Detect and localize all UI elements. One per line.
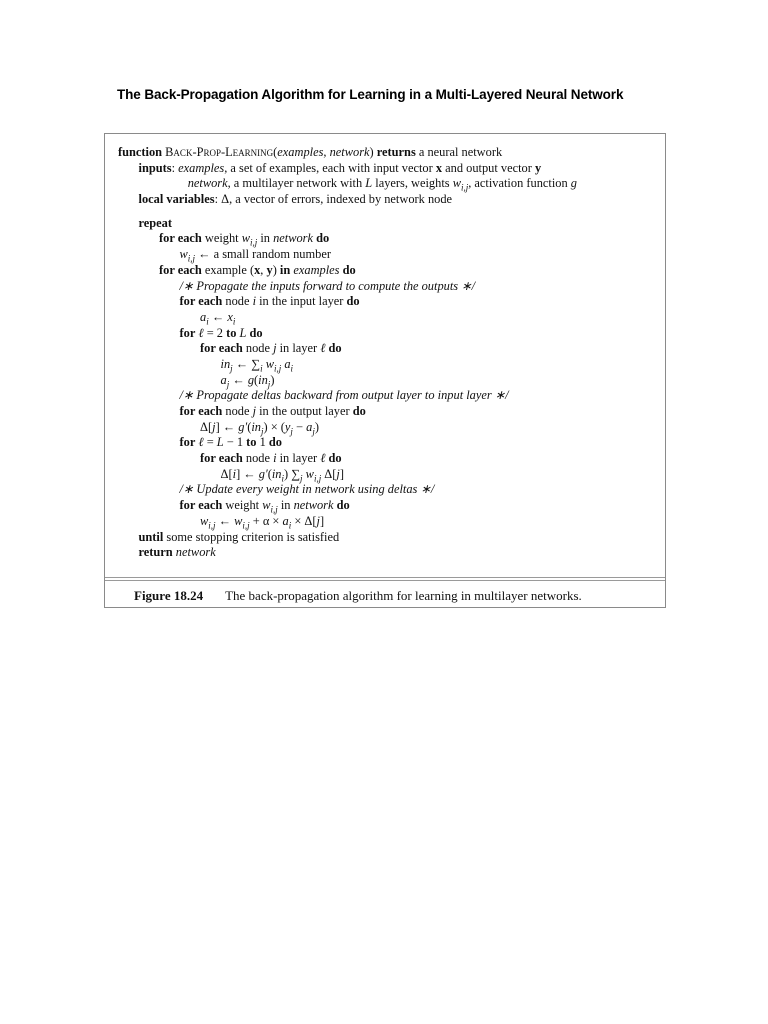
figure-caption bbox=[134, 588, 582, 604]
pseudocode-token: do bbox=[352, 404, 366, 418]
pseudocode-token: network bbox=[293, 498, 334, 513]
pseudocode-token: examples bbox=[277, 145, 324, 159]
pseudocode-token: returns bbox=[376, 145, 416, 159]
pseudocode-token: ) bbox=[314, 419, 319, 434]
pseudocode-token: i,j bbox=[249, 237, 258, 248]
pseudocode-token: for each bbox=[200, 451, 243, 466]
pseudocode-token: for each bbox=[159, 262, 202, 277]
pseudocode-token: w bbox=[234, 513, 243, 528]
pseudocode-token: j bbox=[230, 363, 233, 374]
pseudocode-token: i bbox=[232, 466, 237, 481]
pseudocode-token: i bbox=[273, 451, 277, 466]
pseudocode-line bbox=[118, 145, 659, 161]
pseudocode-token: in layer bbox=[276, 341, 321, 356]
pseudocode-token: , bbox=[323, 145, 330, 159]
pseudocode-token: node bbox=[222, 294, 253, 309]
pseudocode-token: Δ[ bbox=[200, 419, 213, 434]
pseudocode-token: ℓ bbox=[195, 435, 204, 450]
pseudocode-token: do bbox=[325, 451, 342, 466]
pseudocode-line bbox=[118, 176, 659, 192]
pseudocode-token: a bbox=[281, 356, 291, 371]
pseudocode-line bbox=[118, 357, 659, 373]
pseudocode-token: network bbox=[187, 176, 228, 191]
pseudocode-token: ℓ bbox=[195, 325, 204, 340]
pseudocode-token: do bbox=[346, 294, 360, 309]
pseudocode-token: w bbox=[452, 176, 461, 191]
pseudocode-token: j bbox=[212, 419, 216, 434]
pseudocode-token: − bbox=[292, 419, 307, 434]
pseudocode-block bbox=[118, 145, 659, 561]
page-title: The Back-Propagation Algorithm for Learning in a Multi-Layered Neural Network bbox=[117, 87, 624, 102]
pseudocode-token: do bbox=[246, 325, 263, 340]
pseudocode-token: until bbox=[138, 529, 164, 544]
pseudocode-token: g bbox=[570, 176, 577, 191]
pseudocode-line bbox=[118, 482, 659, 498]
pseudocode-token: ← bbox=[229, 372, 248, 387]
pseudocode-token: Δ[ bbox=[220, 466, 233, 481]
pseudocode-token: : bbox=[171, 160, 179, 175]
pseudocode-token: for bbox=[179, 435, 196, 450]
pseudocode-token: examples bbox=[293, 262, 340, 277]
pseudocode-token: network bbox=[329, 145, 370, 159]
pseudocode-token: weight bbox=[222, 498, 263, 513]
pseudocode-line bbox=[118, 404, 659, 420]
pseudocode-token: 1 bbox=[256, 435, 269, 450]
pseudocode-token: inputs bbox=[138, 160, 172, 175]
pseudocode-line bbox=[118, 514, 659, 530]
pseudocode-token: a bbox=[220, 372, 227, 387]
pseudocode-line bbox=[118, 435, 659, 451]
pseudocode-token: /∗ Propagate the inputs forward to compute the outputs ∗/ bbox=[179, 278, 476, 293]
pseudocode-token: g′ bbox=[238, 419, 248, 434]
pseudocode-token: i,j bbox=[187, 253, 196, 264]
pseudocode-token: = bbox=[203, 435, 217, 450]
pseudocode-token: ] bbox=[319, 513, 325, 528]
pseudocode-token: j bbox=[267, 379, 271, 390]
pseudocode-token: i,j bbox=[273, 363, 282, 374]
pseudocode-token: y bbox=[534, 160, 542, 175]
pseudocode-token: L bbox=[236, 325, 247, 340]
pseudocode-token: a bbox=[306, 419, 313, 434]
pseudocode-token: in layer bbox=[276, 451, 321, 466]
pseudocode-token: ) bbox=[272, 262, 280, 277]
pseudocode-token: /∗ Update every weight in network using deltas ∗/ bbox=[179, 482, 435, 497]
pseudocode-token: ] ← bbox=[236, 466, 259, 481]
pseudocode-token: g bbox=[247, 372, 255, 387]
pseudocode-token: w bbox=[302, 466, 314, 481]
pseudocode-token: i bbox=[290, 363, 294, 374]
pseudocode-token: i bbox=[206, 316, 209, 327]
pseudocode-token: a bbox=[282, 513, 289, 528]
pseudocode-token: a neural network bbox=[415, 145, 503, 159]
pseudocode-token: do bbox=[268, 435, 282, 450]
pseudocode-token: × Δ[ bbox=[291, 513, 317, 528]
pseudocode-token: w bbox=[241, 231, 250, 246]
pseudocode-line bbox=[118, 216, 659, 232]
pseudocode-token: L bbox=[216, 435, 224, 450]
pseudocode-token: to bbox=[226, 325, 237, 340]
pseudocode-token: in bbox=[277, 498, 294, 513]
pseudocode-token: in bbox=[279, 262, 291, 277]
figure-number: Figure 18.24 bbox=[134, 588, 204, 603]
pseudocode-token: repeat bbox=[138, 215, 172, 230]
pseudocode-token: network bbox=[175, 545, 216, 560]
pseudocode-token: Δ[ bbox=[321, 466, 337, 481]
pseudocode-line bbox=[118, 341, 659, 357]
pseudocode-token: node bbox=[222, 404, 253, 418]
pseudocode-token: w bbox=[262, 498, 271, 513]
pseudocode-token: , activation function bbox=[468, 176, 571, 191]
pseudocode-token: ← ∑ bbox=[232, 356, 261, 371]
pseudocode-token: examples bbox=[178, 160, 225, 175]
pseudocode-line bbox=[118, 498, 659, 514]
pseudocode-token: L bbox=[365, 176, 373, 191]
pseudocode-token: ( bbox=[267, 466, 272, 481]
pseudocode-token: for each bbox=[200, 341, 243, 356]
pseudocode-line bbox=[118, 420, 659, 436]
pseudocode-token: − 1 bbox=[223, 435, 247, 450]
pseudocode-token: for each bbox=[179, 404, 223, 418]
pseudocode-token: j bbox=[273, 341, 277, 356]
pseudocode-token: in bbox=[271, 466, 282, 481]
pseudocode-token: some stopping criterion is satisfied bbox=[163, 529, 340, 544]
pseudocode-token: i bbox=[232, 316, 236, 327]
pseudocode-line bbox=[118, 247, 659, 263]
pseudocode-token: x bbox=[227, 309, 233, 324]
pseudocode-line bbox=[118, 388, 659, 404]
figure-caption-text: The back-propagation algorithm for learning in multilayer networks. bbox=[225, 588, 582, 603]
pseudocode-token: node bbox=[242, 451, 274, 466]
pseudocode-token: in bbox=[220, 356, 231, 371]
pseudocode-token: g′ bbox=[258, 466, 268, 481]
pseudocode-token: i,j bbox=[208, 520, 216, 531]
pseudocode-token: i,j bbox=[242, 520, 250, 531]
pseudocode-line bbox=[118, 467, 659, 483]
pseudocode-token: in bbox=[258, 372, 268, 387]
pseudocode-token: j bbox=[312, 426, 315, 437]
pseudocode-token: , bbox=[260, 262, 267, 277]
pseudocode-token: ] ← bbox=[215, 419, 239, 434]
pseudocode-token: j bbox=[260, 426, 264, 437]
pseudocode-token: = 2 bbox=[203, 325, 227, 340]
pseudocode-token: w bbox=[262, 356, 274, 371]
pseudocode-token: w bbox=[179, 247, 188, 262]
caption-divider-top bbox=[105, 577, 665, 578]
pseudocode-token: do bbox=[339, 262, 356, 277]
pseudocode-token: j bbox=[226, 379, 230, 390]
pseudocode-token: Back-Prop-Learning bbox=[165, 145, 274, 159]
pseudocode-line bbox=[118, 161, 659, 177]
pseudocode-token: in the input layer bbox=[256, 294, 347, 309]
pseudocode-token: ℓ bbox=[320, 341, 326, 356]
pseudocode-token: w bbox=[200, 513, 209, 528]
pseudocode-token: in bbox=[251, 419, 261, 434]
pseudocode-token: do bbox=[325, 341, 342, 356]
pseudocode-token: and output vector bbox=[442, 160, 535, 175]
pseudocode-token: ( bbox=[247, 419, 252, 434]
pseudocode-token: local variables bbox=[138, 192, 215, 207]
pseudocode-token: j bbox=[252, 404, 257, 418]
pseudocode-token: x bbox=[254, 262, 261, 277]
pseudocode-token: j bbox=[300, 473, 303, 484]
pseudocode-token: i,j bbox=[313, 473, 322, 484]
pseudocode-line bbox=[118, 279, 659, 295]
pseudocode-line bbox=[118, 451, 659, 467]
pseudocode-token: return bbox=[138, 545, 173, 560]
pseudocode-token: y bbox=[266, 262, 273, 277]
pseudocode-line bbox=[118, 192, 659, 208]
pseudocode-token: ( bbox=[254, 372, 259, 387]
pseudocode-line bbox=[118, 294, 659, 310]
pseudocode-token: + α × bbox=[249, 513, 283, 528]
pseudocode-line bbox=[118, 310, 659, 326]
pseudocode-token: node bbox=[242, 341, 274, 356]
pseudocode-line bbox=[118, 530, 659, 546]
pseudocode-token: i,j bbox=[270, 504, 278, 515]
pseudocode-token: to bbox=[246, 435, 257, 450]
pseudocode-token: ) ∑ bbox=[283, 466, 301, 481]
pseudocode-token: i,j bbox=[460, 182, 469, 193]
pseudocode-line bbox=[118, 545, 659, 561]
pseudocode-token: in the output layer bbox=[256, 404, 353, 418]
pseudocode-token: for bbox=[179, 325, 196, 340]
pseudocode-token: function bbox=[118, 145, 166, 159]
pseudocode-token: /∗ Propagate deltas backward from output layer to input layer ∗/ bbox=[179, 388, 509, 403]
pseudocode-token: i bbox=[281, 473, 284, 484]
pseudocode-token: ) bbox=[270, 372, 275, 387]
pseudocode-token: ) × ( bbox=[263, 419, 285, 434]
pseudocode-token: ℓ bbox=[320, 451, 326, 466]
pseudocode-token: network bbox=[273, 231, 313, 246]
pseudocode-token: , a multilayer network with bbox=[227, 176, 366, 191]
pseudocode-token: do bbox=[333, 498, 350, 513]
pseudocode-line bbox=[118, 373, 659, 389]
pseudocode-token: for each bbox=[179, 294, 223, 309]
pseudocode-token: do bbox=[313, 231, 330, 246]
pseudocode-token: for each bbox=[159, 231, 202, 246]
pseudocode-token: ] bbox=[339, 466, 344, 481]
pseudocode-token: ← a small random number bbox=[195, 247, 331, 262]
pseudocode-token: i bbox=[252, 294, 257, 309]
pseudocode-line bbox=[118, 326, 659, 342]
pseudocode-token: ← bbox=[208, 309, 228, 324]
pseudocode-line bbox=[118, 231, 659, 247]
pseudocode-token: ) bbox=[369, 145, 377, 159]
pseudocode-token: : Δ, a vector of errors, indexed by network node bbox=[214, 192, 453, 207]
pseudocode-token: j bbox=[290, 426, 293, 437]
pseudocode-token: example ( bbox=[201, 262, 255, 277]
pseudocode-token: j bbox=[316, 513, 320, 528]
pseudocode-token: j bbox=[336, 466, 340, 481]
pseudocode-token: weight bbox=[201, 231, 242, 246]
pseudocode-token: layers, weights bbox=[372, 176, 453, 191]
caption-divider-bottom bbox=[105, 580, 665, 581]
pseudocode-token: y bbox=[284, 419, 291, 434]
pseudocode-token: ( bbox=[273, 145, 278, 159]
pseudocode-token: a bbox=[200, 309, 207, 324]
pseudocode-line bbox=[118, 263, 659, 279]
pseudocode-token: x bbox=[435, 160, 443, 175]
pseudocode-token: i bbox=[288, 520, 292, 531]
pseudocode-token: in bbox=[257, 231, 274, 246]
algorithm-figure bbox=[104, 133, 666, 608]
pseudocode-token: , a set of examples, each with input vector bbox=[224, 160, 436, 175]
pseudocode-token: ← bbox=[215, 513, 235, 528]
pseudocode-token: i bbox=[260, 363, 263, 374]
pseudocode-token: for each bbox=[179, 498, 223, 513]
